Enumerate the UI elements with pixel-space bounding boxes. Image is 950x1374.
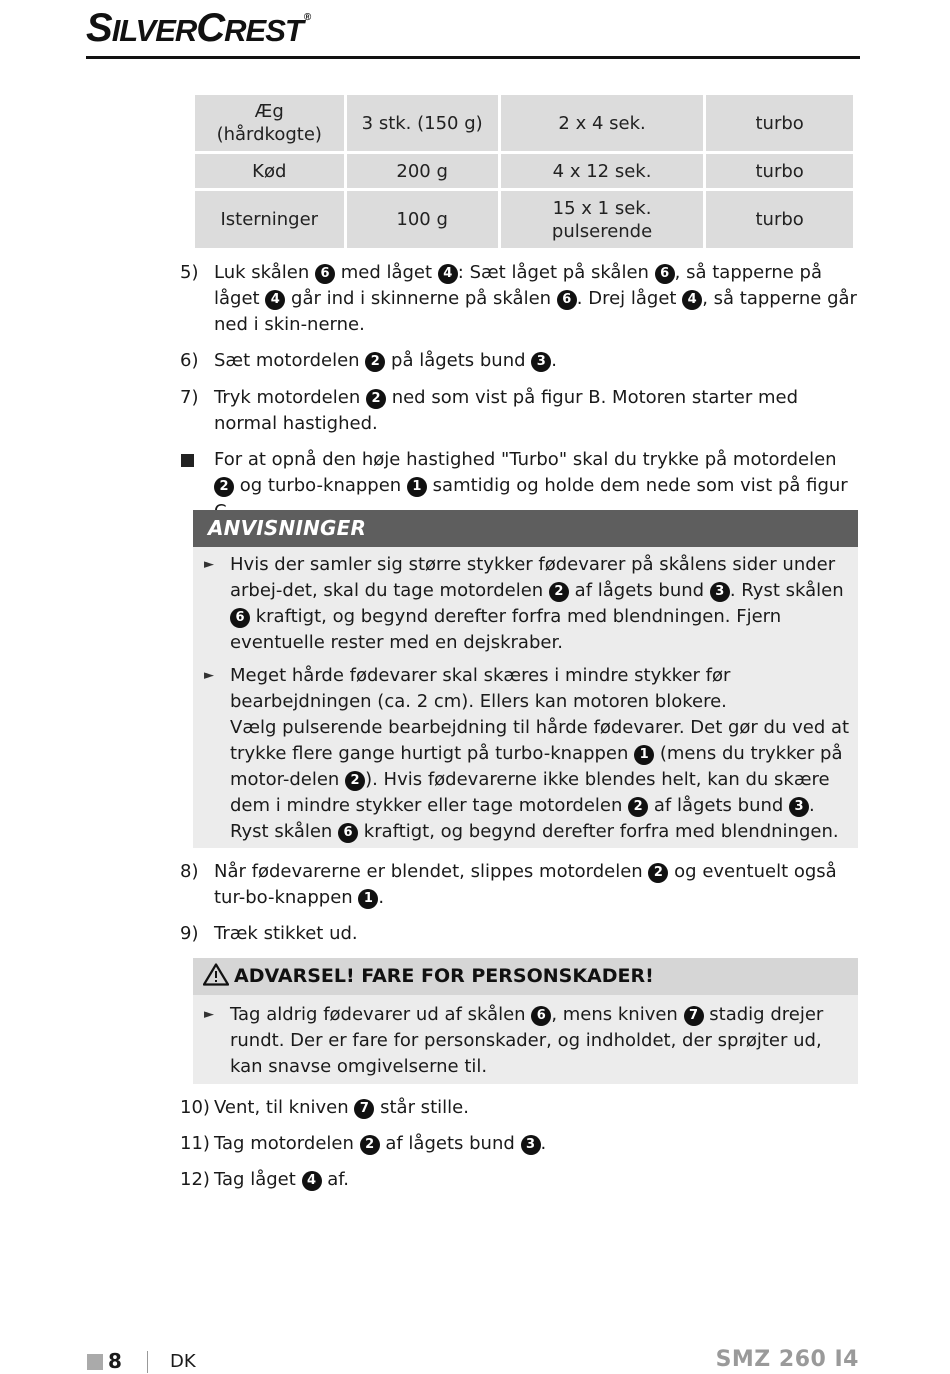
header-rule bbox=[86, 56, 860, 59]
marker-bowl: 6 bbox=[531, 1006, 551, 1026]
table-cell-time: 15 x 1 sek. pulserende bbox=[501, 191, 704, 251]
marker-motor: 2 bbox=[549, 582, 569, 602]
table-cell-amount: 200 g bbox=[347, 154, 498, 191]
marker-motor: 2 bbox=[628, 797, 648, 817]
marker-motor: 2 bbox=[214, 477, 234, 497]
table-cell-time: 2 x 4 sek. bbox=[501, 95, 704, 154]
table-cell-food: Æg (hårdkogte) bbox=[195, 95, 344, 154]
marker-lid: 4 bbox=[302, 1171, 322, 1191]
marker-motor: 2 bbox=[345, 771, 365, 791]
warning-header bbox=[193, 958, 858, 995]
table-cell-food: Kød bbox=[195, 154, 344, 191]
table-cell-amount: 100 g bbox=[347, 191, 498, 251]
warning-box bbox=[193, 958, 858, 1084]
marker-turbo: 1 bbox=[407, 477, 427, 497]
step-9: 9) Træk stikket ud. bbox=[180, 923, 358, 944]
table-cell-speed: turbo bbox=[706, 95, 853, 154]
marker-motor: 2 bbox=[365, 352, 385, 372]
step-12: 12) Tag låget 4 af. bbox=[180, 1169, 350, 1190]
square-bullet-icon bbox=[181, 454, 194, 467]
marker-motor: 2 bbox=[360, 1135, 380, 1155]
table-cell-speed: turbo bbox=[706, 154, 853, 191]
step-5: 5) Luk skålen 6 med låget 4 : Sæt låget på skålen 6 , så tapperne på låget 4 går ind i skinnerne på skålen 6 . Drej låget 4 , så tapperne går ned i skin-nerne. bbox=[180, 262, 857, 335]
marker-lid-base: 3 bbox=[789, 797, 809, 817]
table-cell-food: Isterninger bbox=[195, 191, 344, 251]
warning-item: ► Tag aldrig fødevarer ud af skålen 6 , mens kniven 7 stadig drejer rundt. Der er fare for personskader, og indholdet, der sprøjter ud, kan snavse omgivelserne til. bbox=[204, 1004, 824, 1077]
step-6: 6) Sæt motordelen 2 på lågets bund 3 . bbox=[180, 350, 558, 371]
step-10: 10) Vent, til kniven 7 står stille. bbox=[180, 1097, 469, 1118]
table-cell-speed: turbo bbox=[706, 191, 853, 251]
marker-knife: 7 bbox=[354, 1099, 374, 1119]
model-number: SMZ 260 I4 bbox=[715, 1347, 859, 1372]
note-item: ► Hvis der samler sig større stykker fødevarer på skålens sider under arbej-det, skal du tage motordelen 2 af lågets bund 3 . Ryst skålen 6 kraftigt, og begynd derefter forfra med blendningen. Fjern eventuelle rester med en dejskraber. bbox=[204, 554, 844, 653]
marker-bowl: 6 bbox=[230, 608, 250, 628]
page-number: 8 bbox=[108, 1349, 122, 1373]
marker-bowl: 6 bbox=[315, 264, 335, 284]
brand-logo: SILVERCREST® bbox=[86, 6, 311, 50]
language-code: DK bbox=[170, 1351, 196, 1372]
step-11: 11) Tag motordelen 2 af lågets bund 3 . bbox=[180, 1133, 547, 1154]
arrow-bullet-icon: ► bbox=[204, 1007, 214, 1022]
table-row bbox=[195, 95, 853, 154]
footer-square-icon bbox=[87, 1354, 103, 1370]
marker-lid: 4 bbox=[265, 290, 285, 310]
marker-motor: 2 bbox=[648, 863, 668, 883]
arrow-bullet-icon: ► bbox=[204, 668, 214, 683]
turbo-instruction: For at opnå den høje hastighed "Turbo" skal du trykke på motordelen 2 og turbo-knappen 1 samtidig og holde dem nede som vist på figur bbox=[180, 447, 860, 525]
marker-bowl: 6 bbox=[338, 823, 358, 843]
table-row bbox=[195, 191, 853, 251]
marker-lid: 4 bbox=[438, 264, 458, 284]
marker-lid-base: 3 bbox=[521, 1135, 541, 1155]
marker-knife: 7 bbox=[684, 1006, 704, 1026]
marker-lid: 4 bbox=[682, 290, 702, 310]
table-cell-amount: 3 stk. (150 g) bbox=[347, 95, 498, 154]
notes-title: ANVISNINGER bbox=[193, 510, 858, 547]
step-8: 8) Når fødevarerne er blendet, slippes motordelen 2 og eventuelt også tur-bo-knappen 1 . bbox=[180, 861, 837, 908]
marker-bowl: 6 bbox=[655, 264, 675, 284]
note-item: ► Meget hårde fødevarer skal skæres i mindre stykker før bearbejdningen (ca. 2 cm). Ellers kan motoren blokere. Vælg pulserende bearbejdning til hårde fødevarer. Det gør du ved at trykke flere gange hurtigt på turbo-knappen 1 (mens du trykker på motor-delen 2 ). Hvis fødevarerne ikke blendes helt, kan du skære dem i mindre stykker eller tage motordelen 2 af lågets bund 3 . Ryst skålen 6 kraftigt, og begynd derefter forfra med blendningen. bbox=[204, 665, 850, 842]
notes-box bbox=[193, 510, 858, 848]
footer-divider bbox=[147, 1351, 148, 1373]
marker-bowl: 6 bbox=[557, 290, 577, 310]
marker-lid-base: 3 bbox=[710, 582, 730, 602]
marker-turbo: 1 bbox=[634, 745, 654, 765]
warning-title: ADVARSEL! FARE FOR PERSONSKADER! bbox=[234, 965, 654, 987]
warning-triangle-icon bbox=[203, 962, 229, 999]
table-row bbox=[195, 154, 853, 191]
arrow-bullet-icon: ► bbox=[204, 557, 214, 572]
processing-table bbox=[192, 95, 856, 251]
step-7: 7) Tryk motordelen 2 ned som vist på figur B. Motoren starter med normal hastighed. bbox=[180, 387, 799, 434]
marker-motor: 2 bbox=[366, 389, 386, 409]
marker-lid-base: 3 bbox=[531, 352, 551, 372]
table-cell-time: 4 x 12 sek. bbox=[501, 154, 704, 191]
marker-turbo: 1 bbox=[358, 889, 378, 909]
